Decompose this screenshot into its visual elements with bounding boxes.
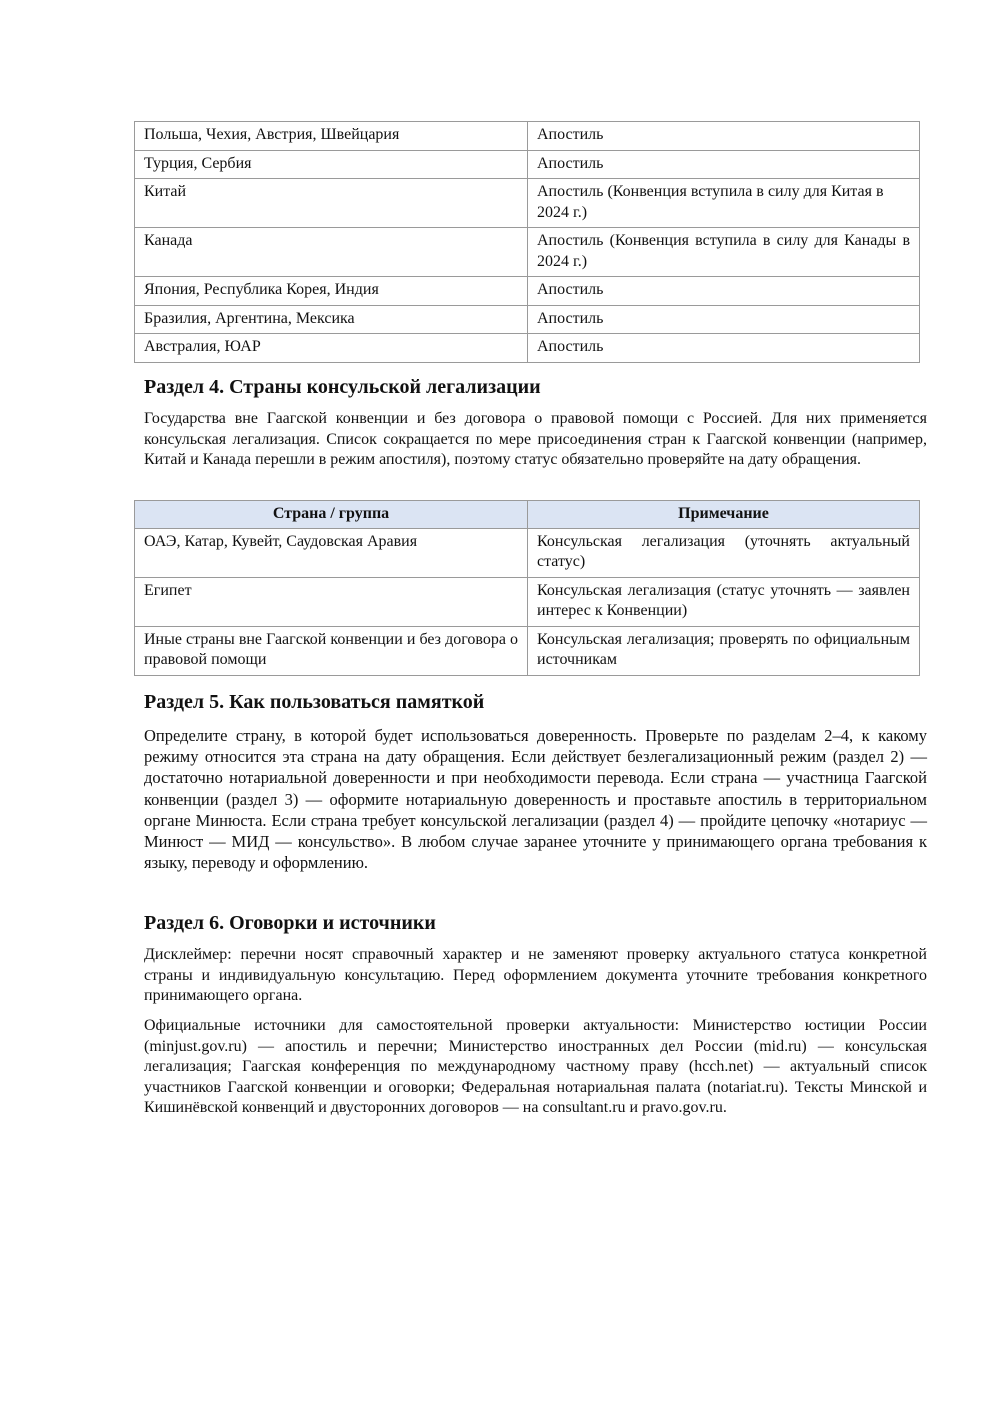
section6-heading: Раздел 6. Оговорки и источники xyxy=(144,912,436,934)
table-row xyxy=(135,626,920,675)
country-cell: Египет xyxy=(135,577,528,626)
country-cell: Австралия, ЮАР xyxy=(135,334,528,363)
header-country: Страна / группа xyxy=(135,501,528,529)
table-row xyxy=(135,228,920,277)
table-row xyxy=(135,528,920,577)
header-note: Примечание xyxy=(528,501,920,529)
note-cell: Консульская легализация (статус уточнять — заявлен интерес к Конвенции) xyxy=(528,577,920,626)
regime-cell: Апостиль xyxy=(528,334,920,363)
country-cell: Канада xyxy=(135,228,528,277)
table-row xyxy=(135,122,920,151)
consular-legalization-table xyxy=(134,500,920,676)
apostille-countries-table xyxy=(134,121,920,363)
section5-text: Определите страну, в которой будет использоваться доверенность. Проверьте по разделам 2–4, к какому режиму относится эта страна на дату обращения. Если действует безлегализационный режим (раздел 2) — достаточно нотариальной доверенности и при необходимости перевода. Если страна — участница Гаагской конвенции (раздел 3) — оформите нотариальную доверенность и проставьте апостиль в территориальном органе Минюста. Если страна требует консульской легализации (раздел 4) — пройдите цепочку «нотариус — Минюст — МИД — консульство». В любом случае заранее уточните у принимающего органа требования к языку, переводу и оформлению. xyxy=(144,726,927,873)
table-row xyxy=(135,334,920,363)
country-cell: Иные страны вне Гаагской конвенции и без договора о правовой помощи xyxy=(135,626,528,675)
section4-heading: Раздел 4. Страны консульской легализации xyxy=(144,376,541,398)
country-cell: Польша, Чехия, Австрия, Швейцария xyxy=(135,122,528,151)
regime-cell: Апостиль xyxy=(528,150,920,179)
section6-disclaimer: Дисклеймер: перечни носят справочный характер и не заменяют проверку актуального статуса конкретной страны и индивидуальную консультацию. Перед оформлением документа уточните требования конкретного принимающего органа. xyxy=(144,946,927,1004)
country-cell: Бразилия, Аргентина, Мексика xyxy=(135,305,528,334)
table-row xyxy=(135,150,920,179)
regime-cell: Апостиль xyxy=(528,122,920,151)
section5-heading: Раздел 5. Как пользоваться памяткой xyxy=(144,691,485,713)
country-cell: Япония, Республика Корея, Индия xyxy=(135,277,528,306)
table-header-row xyxy=(135,501,920,529)
section4-intro: Государства вне Гаагской конвенции и без договора о правовой помощи с Россией. Для них применяется консульская легализация. Список сокращается по мере присоединения стран к Гаагской конвенции (например, Китай и Канада перешли в режим апостиля), поэтому статус обязательно проверяйте на дату обращения. xyxy=(144,410,927,468)
note-cell: Консульская легализация (уточнять актуальный статус) xyxy=(528,528,920,577)
regime-cell: Апостиль (Конвенция вступила в силу для Китая в 2024 г.) xyxy=(528,179,920,228)
section6-sources: Официальные источники для самостоятельной проверки актуальности: Министерство юстиции России (minjust.gov.ru) — апостиль и перечни; Министерство иностранных дел России (mid.ru) — консульская легализация; Гаагская конференция по международному частному праву (hcch.net) — актуальный список участников Гаагской конвенции и оговорки; Федеральная нотариальная палата (notariat.ru). Тексты Минской и Кишинёвской конвенций и двусторонних договоров — на consultant.ru и pravo.gov.ru. xyxy=(144,1017,927,1116)
table-row xyxy=(135,179,920,228)
country-cell: Турция, Сербия xyxy=(135,150,528,179)
country-cell: ОАЭ, Катар, Кувейт, Саудовская Аравия xyxy=(135,528,528,577)
table-row xyxy=(135,277,920,306)
note-cell: Консульская легализация; проверять по официальным источникам xyxy=(528,626,920,675)
country-cell: Китай xyxy=(135,179,528,228)
table-row xyxy=(135,577,920,626)
regime-cell: Апостиль (Конвенция вступила в силу для Канады в 2024 г.) xyxy=(528,228,920,277)
regime-cell: Апостиль xyxy=(528,277,920,306)
table-row xyxy=(135,305,920,334)
regime-cell: Апостиль xyxy=(528,305,920,334)
